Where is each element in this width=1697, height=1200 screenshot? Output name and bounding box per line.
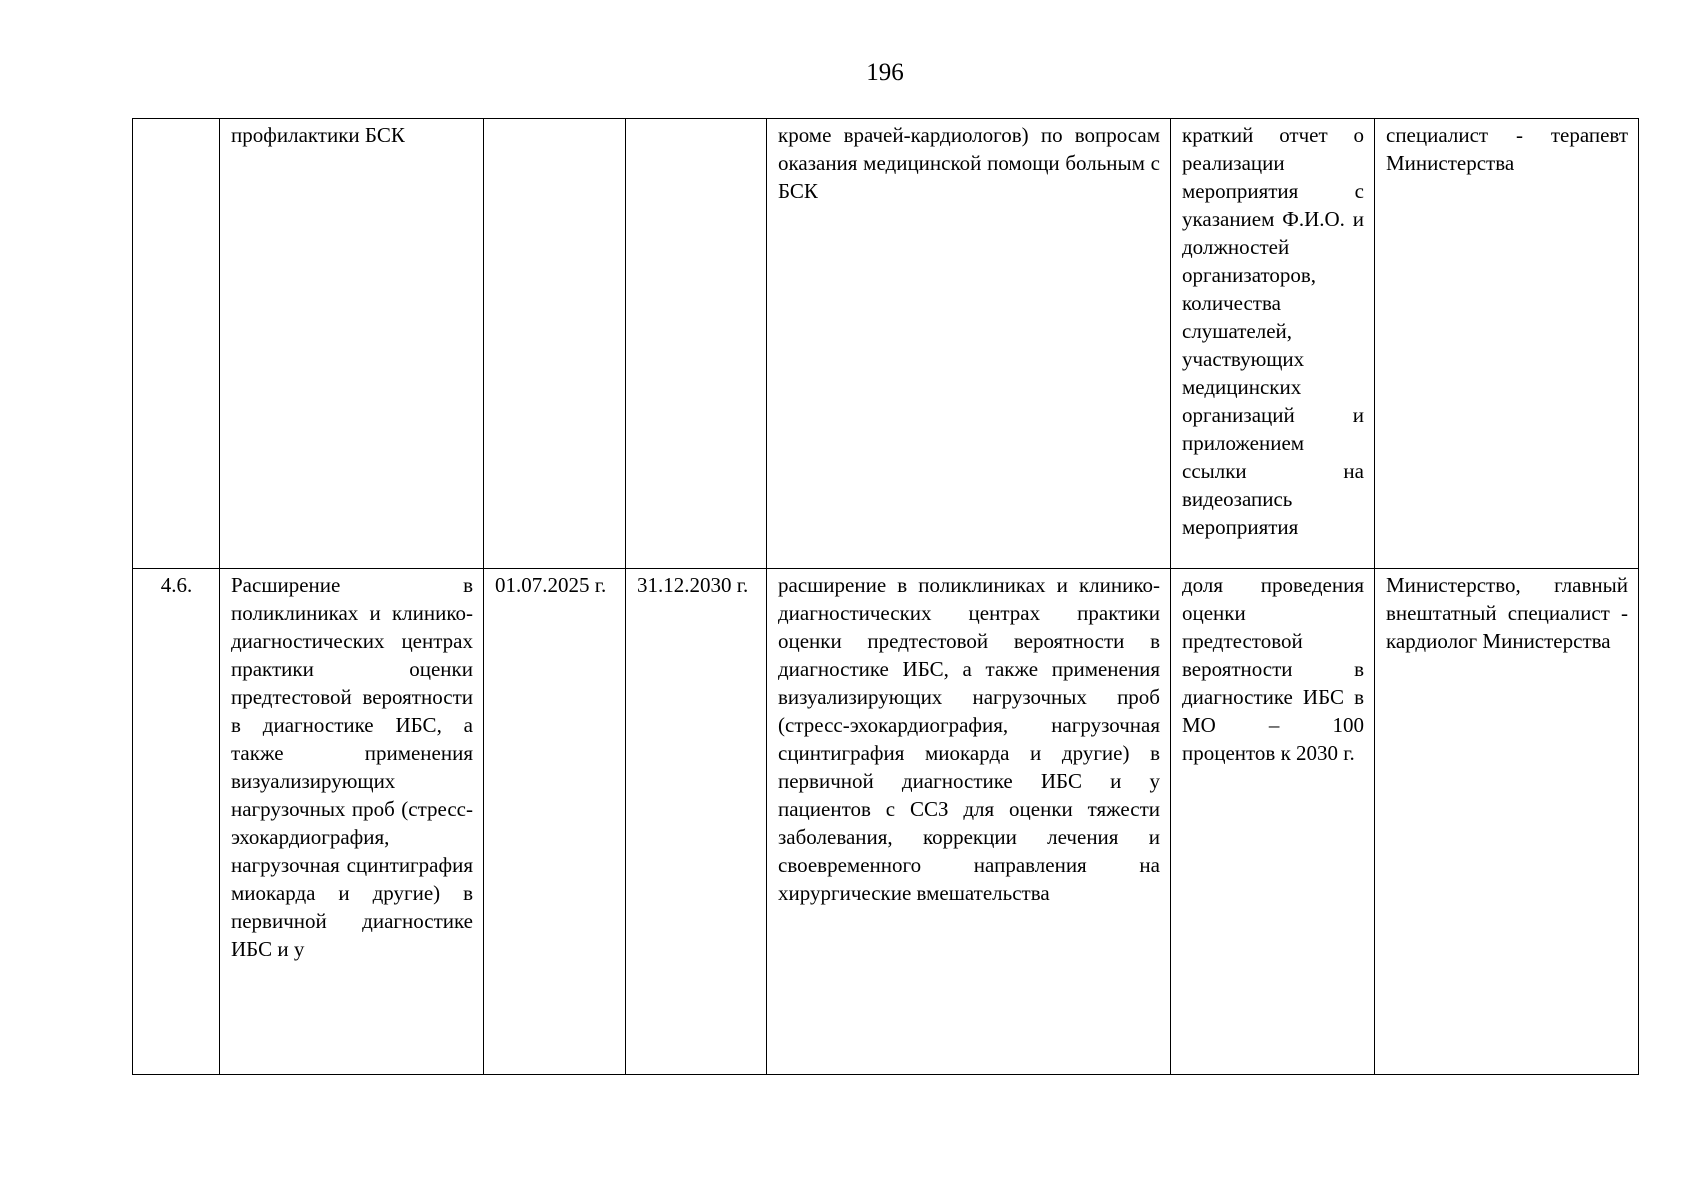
row-number: 4.6. [133,569,220,1075]
activity-name: Расширение в поликлиниках и клинико-диагностических центрах практики оценки предтестовой вероятности в диагностике ИБС, а также применения визуализирующих нагрузочных проб (стресс-эхокардиография, нагрузочная сцинтиграфия миокарда и другие) в первичной диагностике ИБС и у [220,569,484,1075]
responsible-party: Министерство, главный внештатный специалист - кардиолог Министерства [1375,569,1639,1075]
control-indicator: доля проведения оценки предтестовой вероятности в диагностике ИБС в МО – 100 процентов к 2030 г. [1171,569,1375,1075]
table-row [133,119,1639,569]
responsible-party: специалист - терапевт Министерства [1375,119,1639,569]
start-date: 01.07.2025 г. [484,569,626,1075]
expected-result: расширение в поликлиниках и клинико-диагностических центрах практики оценки предтестовой вероятности в диагностике ИБС, а также применения визуализирующих нагрузочных проб (стресс-эхокардиография, нагрузочная сцинтиграфия миокарда и другие) в первичной диагностике ИБС и у пациентов с ССЗ для оценки тяжести заболевания, коррекции лечения и своевременного направления на хирургические вмешательства [767,569,1171,1075]
table-row [133,569,1639,1075]
end-date: 31.12.2030 г. [626,569,767,1075]
end-date [626,119,767,569]
activity-plan-table [132,118,1639,1075]
row-number [133,119,220,569]
start-date [484,119,626,569]
expected-result: кроме врачей-кардиологов) по вопросам оказания медицинской помощи больным с БСК [767,119,1171,569]
control-indicator: краткий отчет о реализации мероприятия с указанием Ф.И.О. и должностей организаторов, количества слушателей, участвующих медицинских организаций и приложением ссылки на видеозапись мероприятия [1171,119,1375,569]
page-number: 196 [866,59,904,86]
activity-name: профилактики БСК [220,119,484,569]
